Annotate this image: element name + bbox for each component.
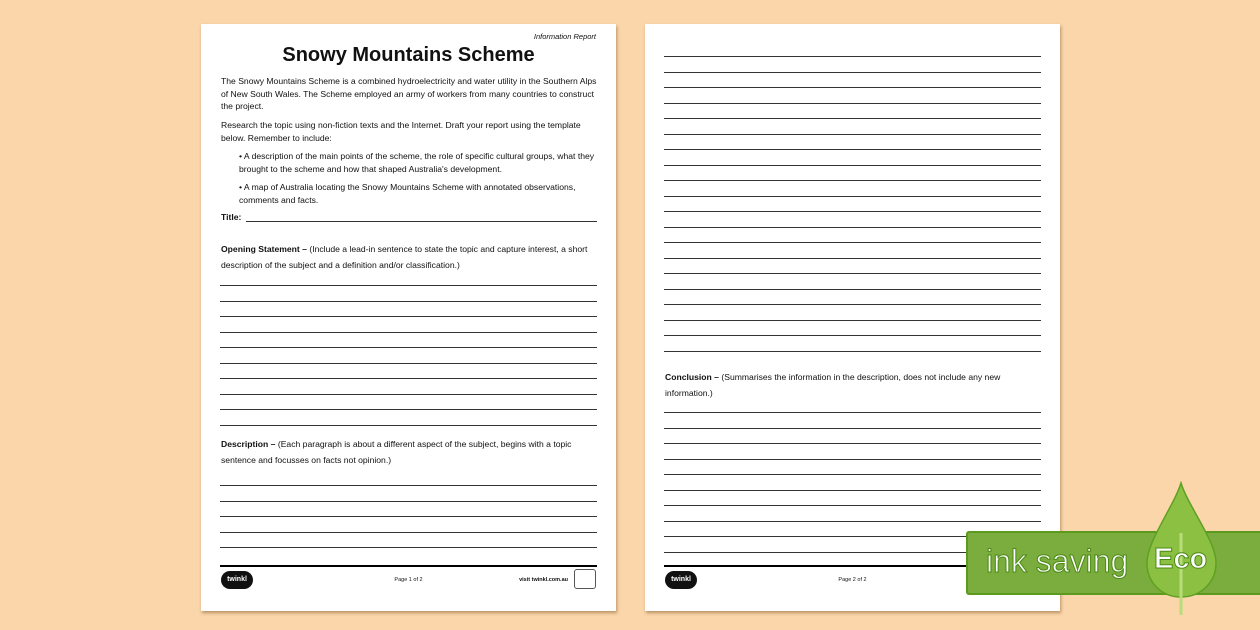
visit-link: visit twinkl.com.au [519, 577, 568, 583]
conclusion-label: Conclusion – [665, 372, 719, 382]
writing-line[interactable] [664, 490, 1041, 491]
page-number: Page 2 of 2 [838, 577, 867, 583]
title-label: Title: [221, 212, 242, 222]
twinkl-logo: twinkl [221, 571, 253, 589]
description-label: Description – [221, 439, 276, 449]
writing-line[interactable] [664, 134, 1041, 135]
opening-text: (Include a lead-in sentence to state the topic and capture interest, a short description of the subject and a definition and/or classification.) [221, 244, 588, 270]
writing-line[interactable] [664, 72, 1041, 73]
instructions-text: Research the topic using non-fiction texts and the Internet. Draft your report using the template below. Remember to include: [221, 120, 581, 143]
writing-line[interactable] [664, 56, 1041, 57]
writing-line[interactable] [220, 316, 597, 317]
approved-badge-icon [574, 569, 596, 589]
writing-line[interactable] [220, 547, 597, 548]
eco-leaf-icon [1144, 481, 1224, 616]
bullet-text: A description of the main points of the scheme, the role of specific cultural groups, what they brought to the scheme and how that shaped Australia's development. [239, 151, 595, 174]
writing-line[interactable] [664, 304, 1041, 305]
eco-label: Eco [1154, 543, 1208, 575]
writing-line[interactable] [220, 347, 597, 348]
writing-line[interactable] [664, 335, 1041, 336]
writing-line[interactable] [220, 516, 597, 517]
writing-line[interactable] [664, 320, 1041, 321]
writing-line[interactable] [664, 289, 1041, 290]
writing-line[interactable] [664, 459, 1041, 460]
bullet-2: • A map of Australia locating the Snowy Mountains Scheme with annotated observations, comments and facts. [239, 182, 576, 205]
writing-line[interactable] [664, 211, 1041, 212]
description-text: (Each paragraph is about a different aspect of the subject, begins with a topic sentence and focusses on facts not opinion.) [221, 439, 572, 465]
writing-line[interactable] [220, 532, 597, 533]
writing-line[interactable] [664, 118, 1041, 119]
writing-line[interactable] [664, 443, 1041, 444]
writing-line[interactable] [220, 363, 597, 364]
intro-text: The Snowy Mountains Scheme is a combined hydroelectricity and water utility in the Southern Alps of New South Wales. The Scheme employed an army of workers from many countries to construct the project. [221, 76, 597, 111]
writing-line[interactable] [220, 394, 597, 395]
writing-line[interactable] [664, 258, 1041, 259]
bullet-1: • A description of the main points of the scheme, the role of specific cultural groups, what they brought to the scheme and how that shaped Australia's development. [239, 151, 595, 174]
worksheet-page-1 [201, 24, 616, 611]
writing-line[interactable] [664, 474, 1041, 475]
page-title: Snowy Mountains Scheme [282, 44, 535, 66]
writing-line[interactable] [220, 332, 597, 333]
writing-line[interactable] [664, 87, 1041, 88]
writing-line[interactable] [220, 425, 597, 426]
conclusion-prompt [665, 369, 1042, 401]
writing-line[interactable] [220, 378, 597, 379]
writing-line[interactable] [220, 409, 597, 410]
writing-line[interactable] [664, 273, 1041, 274]
writing-line[interactable] [664, 242, 1041, 243]
writing-line[interactable] [664, 149, 1041, 150]
writing-line[interactable] [664, 196, 1041, 197]
writing-line[interactable] [220, 301, 597, 302]
writing-line[interactable] [664, 412, 1041, 413]
writing-line[interactable] [664, 103, 1041, 104]
worksheet-page-2 [645, 24, 1060, 611]
title-line[interactable] [246, 221, 597, 222]
writing-line[interactable] [664, 505, 1041, 506]
writing-line[interactable] [220, 285, 597, 286]
writing-line[interactable] [664, 521, 1041, 522]
report-type-label: Information Report [533, 32, 596, 41]
writing-line[interactable] [664, 227, 1041, 228]
writing-line[interactable] [664, 351, 1041, 352]
opening-label: Opening Statement – [221, 244, 307, 254]
opening-statement-prompt [221, 241, 598, 273]
writing-line[interactable] [664, 165, 1041, 166]
page-number: Page 1 of 2 [394, 577, 423, 583]
writing-line[interactable] [220, 501, 597, 502]
writing-line[interactable] [664, 428, 1041, 429]
bullet-text: A map of Australia locating the Snowy Mountains Scheme with annotated observations, comments and facts. [239, 182, 576, 205]
writing-line[interactable] [220, 485, 597, 486]
conclusion-text: (Summarises the information in the description, does not include any new information.) [665, 372, 1001, 398]
description-prompt [221, 436, 598, 468]
writing-line[interactable] [664, 180, 1041, 181]
footer-divider [220, 565, 597, 567]
twinkl-logo: twinkl [665, 571, 697, 589]
ink-saving-label: ink saving [986, 543, 1129, 579]
